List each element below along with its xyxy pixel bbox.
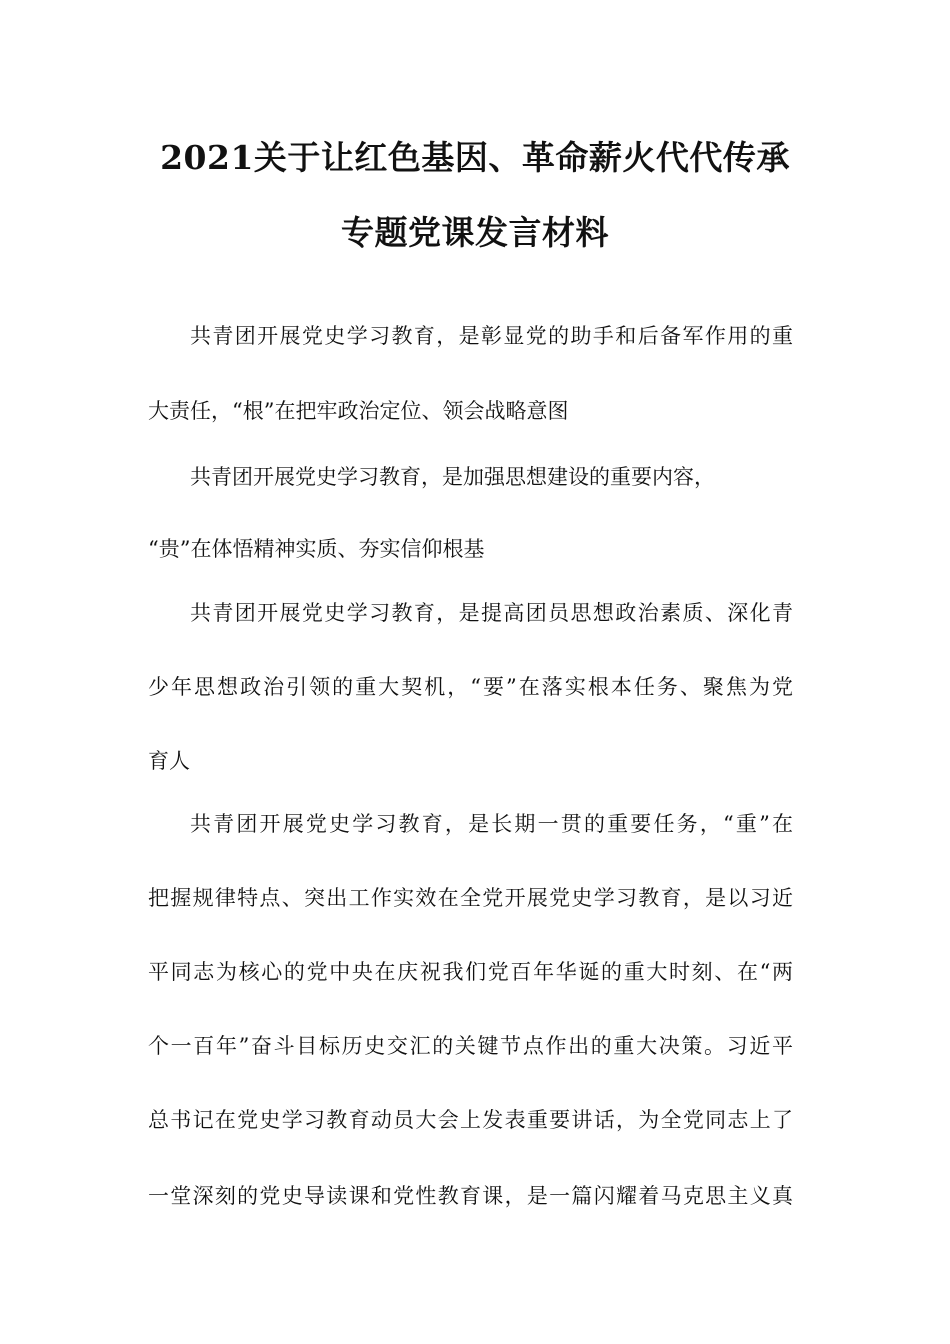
paragraph-1-line-1: 共青团开展党史学习教育，是彰显党的助手和后备军作用的重 xyxy=(190,324,793,348)
paragraph-4-line-3: 平同志为核心的党中央在庆祝我们党百年华诞的重大时刻、在“两 xyxy=(148,960,793,984)
paragraph-2-line-2: “贵”在体悟精神实质、夯实信仰根基 xyxy=(148,537,485,561)
paragraph-4-line-5: 总书记在党史学习教育动员大会上发表重要讲话，为全党同志上了 xyxy=(148,1108,793,1132)
paragraph-4-line-2: 把握规律特点、突出工作实效在全党开展党史学习教育，是以习近 xyxy=(148,886,793,910)
paragraph-3-line-2: 少年思想政治引领的重大契机，“要”在落实根本任务、聚焦为党 xyxy=(148,675,793,699)
paragraph-3-line-1: 共青团开展党史学习教育，是提高团员思想政治素质、深化青 xyxy=(190,601,793,625)
paragraph-4-line-1: 共青团开展党史学习教育，是长期一贯的重要任务，“重”在 xyxy=(190,812,793,836)
document-title-line-1: 2021关于让红色基因、革命薪火代代传承 xyxy=(160,138,790,177)
paragraph-1-line-2: 大责任，“根”在把牢政治定位、领会战略意图 xyxy=(148,399,569,423)
paragraph-4-line-6: 一堂深刻的党史导读课和党性教育课，是一篇闪耀着马克思主义真 xyxy=(148,1184,793,1208)
paragraph-4-line-4: 个一百年”奋斗目标历史交汇的关键节点作出的重大决策。习近平 xyxy=(148,1034,793,1058)
paragraph-3-line-3: 育人 xyxy=(148,749,190,773)
document-title-line-2: 专题党课发言材料 xyxy=(341,213,609,252)
paragraph-2-line-1: 共青团开展党史学习教育，是加强思想建设的重要内容， xyxy=(190,465,715,489)
